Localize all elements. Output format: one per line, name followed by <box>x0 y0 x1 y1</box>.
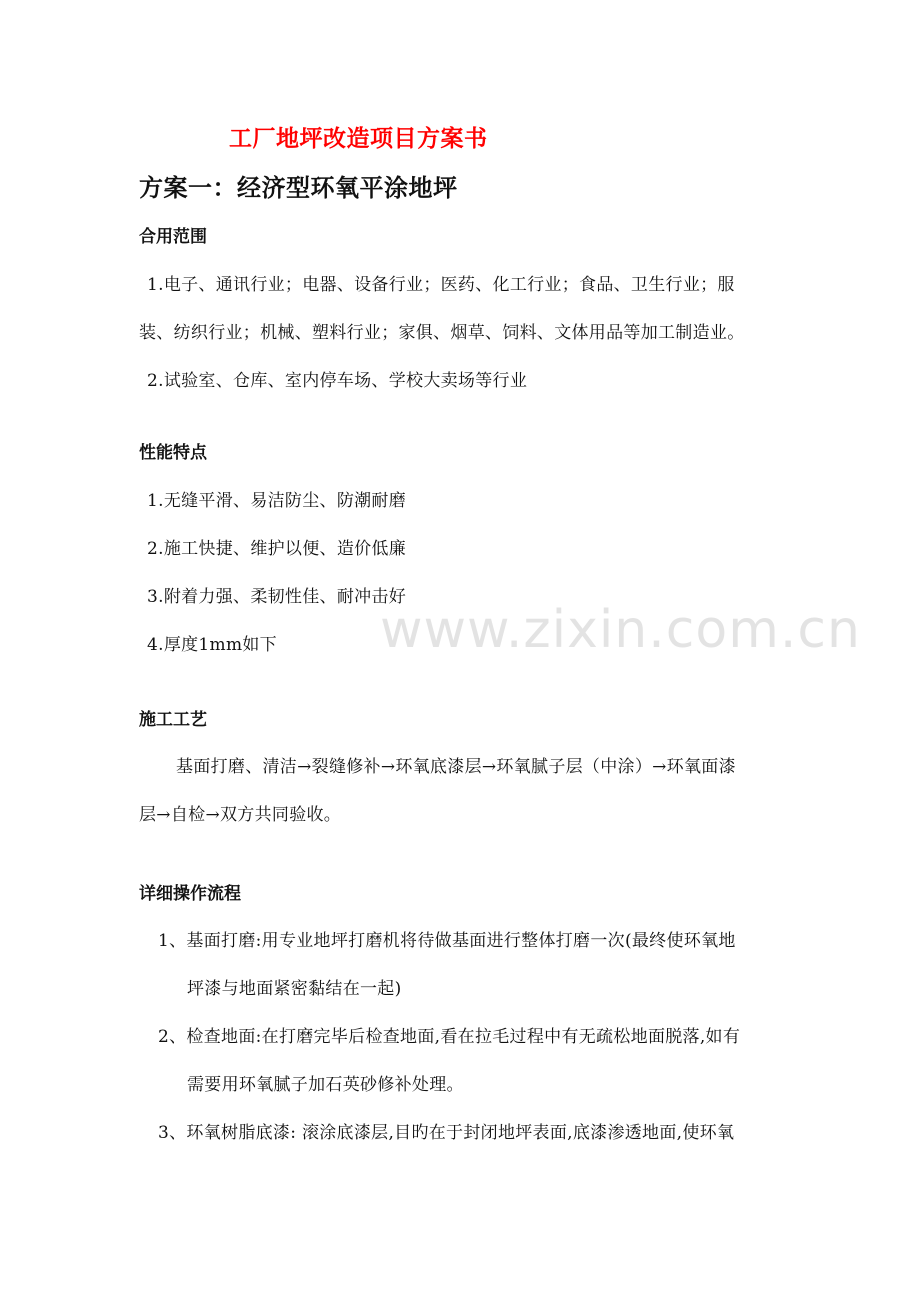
scope-line: 1.电子、通讯行业；电器、设备行业；医药、化工行业；食品、卫生行业；服 <box>147 275 735 295</box>
feature-line: 2.施工快捷、维护以便、造价低廉 <box>147 539 407 559</box>
scope-line: 2.试验室、仓库、室内停车场、学校大卖场等行业 <box>147 371 528 391</box>
watermark: www.zixin.com.cn <box>380 600 861 660</box>
section-heading-scope: 合用范围 <box>139 227 207 247</box>
detail-line: 1、基面打磨:用专业地坪打磨机将待做基面进行整体打磨一次(最终使环氧地 <box>158 931 736 951</box>
detail-line: 需要用环氧腻子加石英砂修补处理。 <box>187 1075 464 1095</box>
process-line: 基面打磨、清洁→裂缝修补→环氧底漆层→环氧腻子层（中涂）→环氧面漆 <box>176 757 736 777</box>
scheme-title: 方案一：经济型环氧平涂地坪 <box>139 174 458 202</box>
document-title: 工厂地坪改造项目方案书 <box>229 126 488 152</box>
process-line: 层→自检→双方共同验收。 <box>139 805 342 825</box>
feature-line: 3.附着力强、柔韧性佳、耐冲击好 <box>147 587 407 607</box>
section-heading-process: 施工工艺 <box>139 710 207 730</box>
detail-line: 坪漆与地面紧密黏结在一起) <box>187 979 402 999</box>
section-heading-features: 性能特点 <box>139 443 207 463</box>
detail-line: 2、检查地面:在打磨完毕后检查地面,看在拉毛过程中有无疏松地面脱落,如有 <box>158 1027 741 1047</box>
section-heading-detail: 详细操作流程 <box>139 884 241 904</box>
feature-line: 4.厚度1mm如下 <box>147 635 277 655</box>
scope-line: 装、纺织行业；机械、塑料行业；家俱、烟草、饲料、文体用品等加工制造业。 <box>139 323 745 343</box>
feature-line: 1.无缝平滑、易洁防尘、防潮耐磨 <box>147 491 407 511</box>
detail-line: 3、环氧树脂底漆: 滚涂底漆层,目旳在于封闭地坪表面,底漆渗透地面,使环氧 <box>158 1123 735 1143</box>
